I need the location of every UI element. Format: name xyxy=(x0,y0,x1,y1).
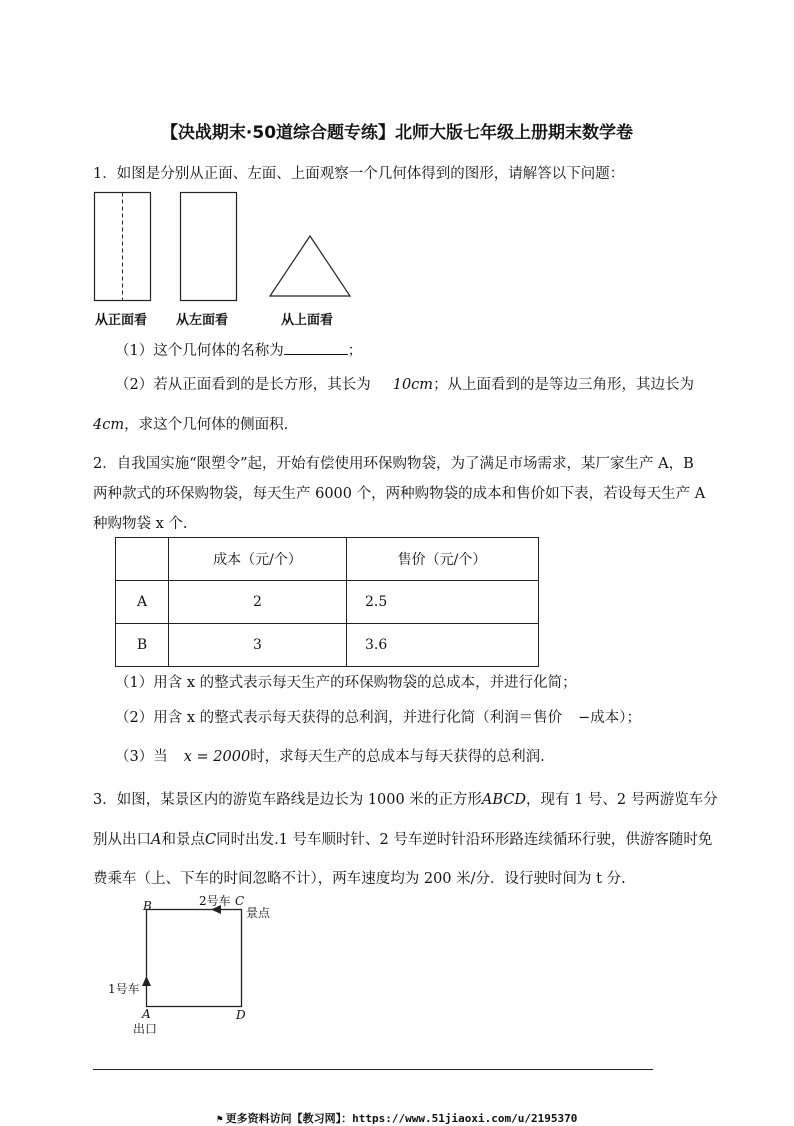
vertex-b-label: B xyxy=(143,899,152,913)
flag-icon: ⚑ xyxy=(216,1114,223,1125)
q2-sub3 xyxy=(115,745,545,766)
q1-sub2-text: （2）若从正面看到的是长方形，其长为 xyxy=(115,377,371,393)
q1-side-value: 4cm xyxy=(93,417,125,433)
vertex-c-label: C xyxy=(235,894,245,908)
q2-line1: 2．自我国实施“限塑令”起，开始有偿使用环保购物袋，为了满足市场需求，某厂家生产 A，B xyxy=(93,456,694,472)
table-cell: A xyxy=(116,581,169,624)
table-header-row xyxy=(116,538,539,581)
route-square xyxy=(147,910,242,1007)
table-header-cell xyxy=(116,538,169,581)
q1-sub1-end: ； xyxy=(347,343,363,359)
table-cell: B xyxy=(116,624,169,667)
q1-length-value: 10cm xyxy=(392,377,434,393)
exit-label: 出口 xyxy=(133,1022,158,1036)
q2-sub1: （1）用含 x 的整式表示每天生产的环保购物袋的总成本，并进行化简； xyxy=(115,675,577,691)
left-view-rectangle xyxy=(181,193,237,301)
q3-line2-text-c: 同时出发.1 号车顺时针、2 号车逆时针沿环形路连续循环行驶，供游客随时免 xyxy=(216,832,713,848)
q2-x-value: x = 2000 xyxy=(183,749,251,765)
q1-sub2-text-b: ；从上面看到的是等边三角形，其边长为 xyxy=(433,377,695,393)
q3-line1-text: 3．如图，某景区内的游览车路线是边长为 1000 米的正方形 xyxy=(93,792,482,808)
q3-line3: 费乘车（上、下车的时间忽略不计），两车速度均为 200 米/分．设行驶时间为 t 分. xyxy=(93,871,626,887)
q3-line1-text-b: ，现有 1 号、2 号两游览车分 xyxy=(525,792,718,808)
page-title: 【决战期末·50道综合题专练】北师大版七年级上册期末数学卷 xyxy=(160,123,634,143)
q3-line2 xyxy=(93,828,712,849)
vertex-d-label: D xyxy=(236,1008,246,1022)
q1-sub2-text-c: ，求这个几何体的侧面积. xyxy=(124,417,289,433)
table-row xyxy=(116,581,539,624)
cost-price-table xyxy=(115,537,539,667)
footer-text: 更多资料访问【教习网】：https://www.51jiaoxi.com/u/2195370 xyxy=(225,1112,578,1125)
q2-line2: 两种款式的环保购物袋，每天生产 6000 个，两种购物袋的成本和售价如下表，若设每天生产 A xyxy=(93,486,706,502)
q3-square-name: ABCD xyxy=(481,792,526,808)
q2-sub3-text: （3）当 xyxy=(115,749,168,765)
q1-view-figures xyxy=(88,186,368,310)
table-cell: 2.5 xyxy=(347,581,539,624)
q2-sub2-text: （2）用含 x 的整式表示每天获得的总利润，并进行化简（利润＝售价 xyxy=(115,710,563,726)
caption-front: 从正面看 xyxy=(95,313,148,328)
q3-line2-text-b: 和景点 xyxy=(161,832,205,848)
q2-line3: 种购物袋 x 个. xyxy=(93,516,188,532)
table-header-cell: 成本（元/个） xyxy=(169,538,347,581)
q3-point-a: A xyxy=(151,832,162,848)
top-view-triangle xyxy=(270,236,350,296)
table-header-cell: 售价（元/个） xyxy=(347,538,539,581)
q2-sub3-text-b: 时，求每天生产的总成本与每天获得的总利润. xyxy=(250,749,545,765)
q1-sub1 xyxy=(115,339,362,360)
q1-sub2-cont xyxy=(93,413,288,434)
caption-top: 从上面看 xyxy=(281,313,334,328)
answer-blank xyxy=(284,340,348,355)
q3-line1 xyxy=(93,788,718,809)
q2-sub2 xyxy=(115,706,641,727)
scenic-spot-label: 景点 xyxy=(246,906,271,920)
car2-label: 2号车 xyxy=(199,894,231,908)
car1-direction-arrow xyxy=(142,976,151,986)
table-row xyxy=(116,624,539,667)
footer-divider xyxy=(93,1069,653,1070)
q1-sub2 xyxy=(115,373,694,394)
q3-point-c: C xyxy=(204,832,217,848)
q1-sub1-text: （1）这个几何体的名称为 xyxy=(115,343,284,359)
car1-label: 1号车 xyxy=(108,982,140,996)
vertex-a-label: A xyxy=(142,1007,151,1021)
table-cell: 3.6 xyxy=(347,624,539,667)
table-cell: 2 xyxy=(169,581,347,624)
table-cell: 3 xyxy=(169,624,347,667)
q3-line2-text: 别从出口 xyxy=(93,832,151,848)
q2-sub2-text-b: −成本）； xyxy=(578,710,642,726)
caption-left: 从左面看 xyxy=(176,313,229,328)
q1-stem: 1．如图是分别从正面、左面、上面观察一个几何体得到的图形，请解答以下问题： xyxy=(93,166,625,182)
